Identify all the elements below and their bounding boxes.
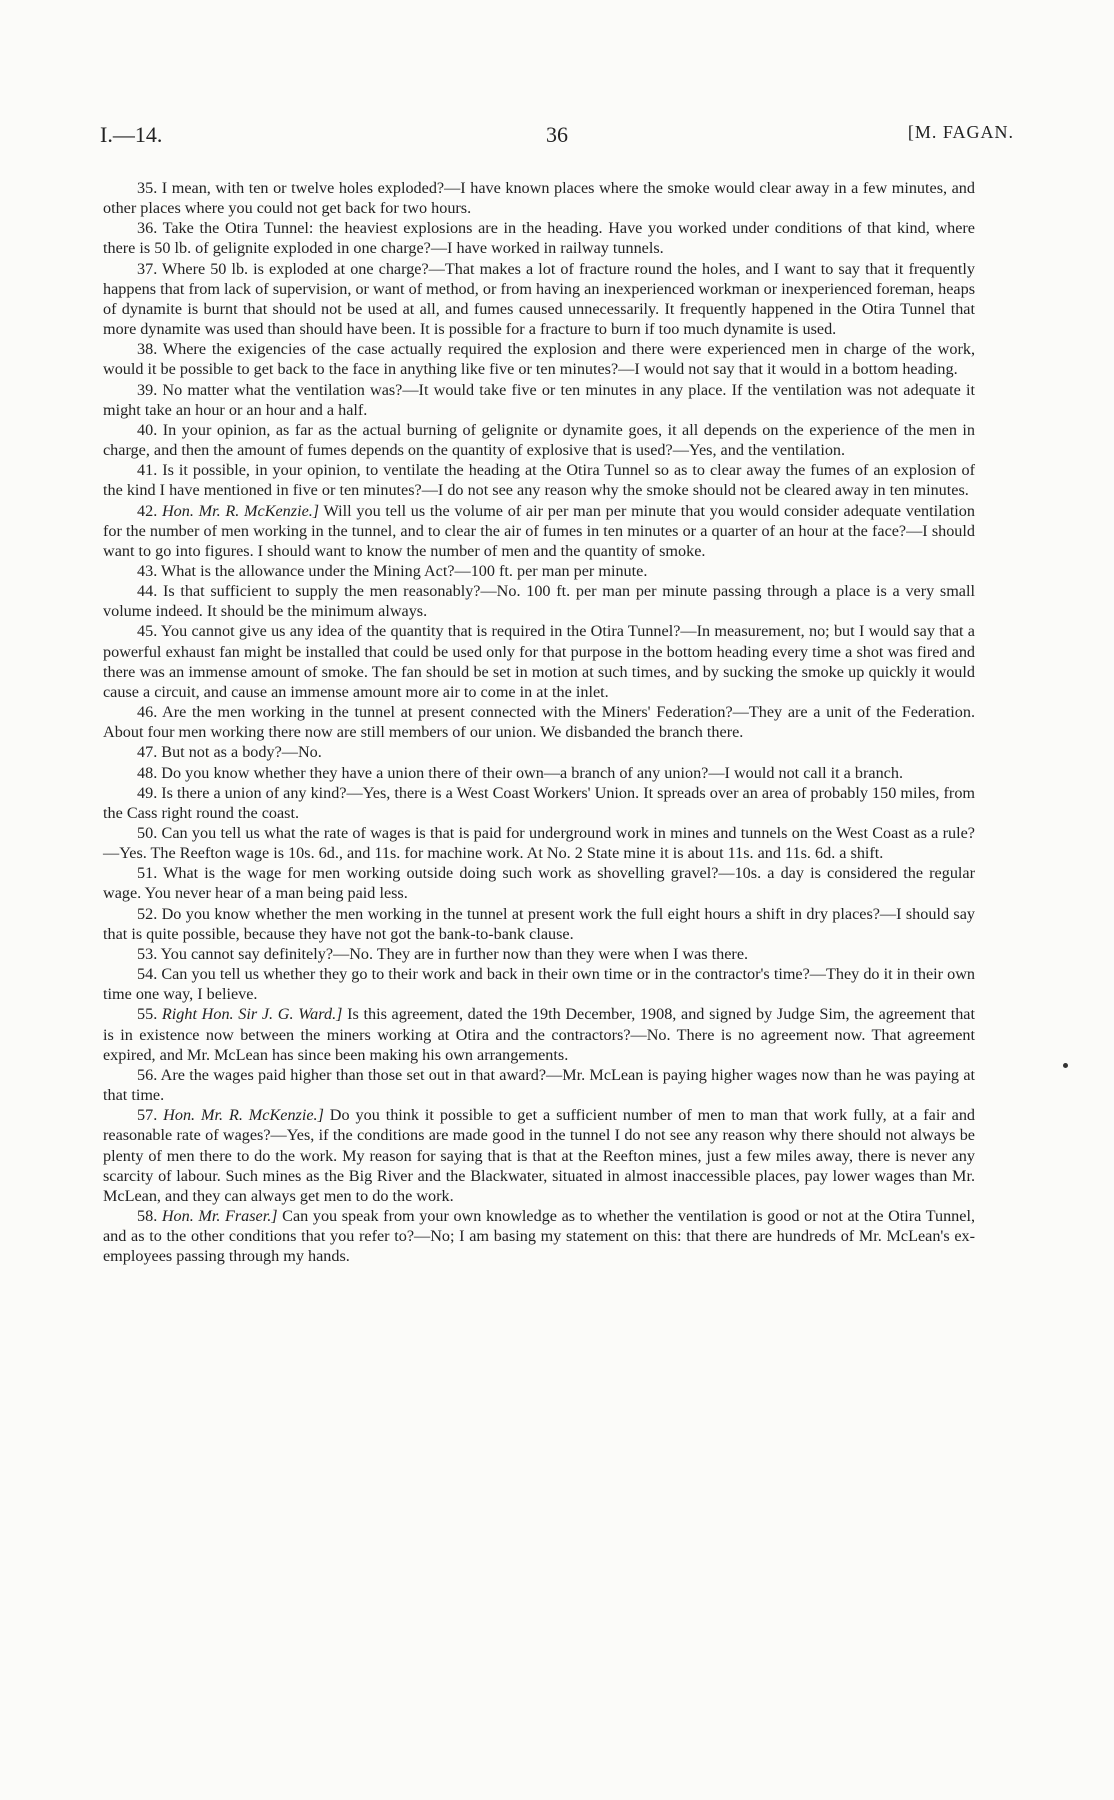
question-paragraph: 36. Take the Otira Tunnel: the heaviest explosions are in the heading. Have you worked under conditions of that kind, where there is 50 lb. of gelignite exploded in one charge?—I have worked in railway tunnels. [103,219,975,258]
question-number: 57. [137,1106,164,1125]
question-text: Will you tell us the volume of air per man per minute that you would consider adequate ventilation for the number of men working in the tunnel, and to clear the air of fumes in ten minutes or a quarter of an hour at the face?—I should want to go into figures. I should want to know the number of men and the quantity of smoke. [103,501,975,560]
question-paragraph: 40. In your opinion, as far as the actual burning of gelignite or dynamite goes, it all depends on the experience of the men in charge, and then the amount of fumes depends on the quantity of explosive that is used?—Yes, and the ventilation. [103,420,975,460]
question-paragraph: 48. Do you know whether they have a union there of their own—a branch of any union?—I would not call it a branch. [137,763,903,782]
question-paragraph: 52. Do you know whether the men working in the tunnel at present work the full eight hours a shift in dry places?—I should say that is quite possible, because they have not got the bank-to-bank clause. [103,904,975,943]
witness-name: [M. FAGAN. [907,122,1014,142]
report-reference: I.—14. [100,122,163,147]
question-paragraph: 35. I mean, with ten or twelve holes exploded?—I have known places where the smoke would clear away in a few minutes, and other places where you could not get back for two hours. [103,179,975,218]
question-paragraph: 51. What is the wage for men working outside doing such work as shovelling gravel?—10s. a day is considered the regular wage. You never hear of a man being paid less. [103,864,975,903]
question-paragraph [103,1206,975,1266]
question-paragraph: 41. Is it possible, in your opinion, to ventilate the heading at the Otira Tunnel so as to clear away the fumes of an explosion of the kind I have mentioned in five or ten minutes?—I do not see any reason why the smoke should not be cleared away in ten minutes. [103,461,975,500]
speaker-name: Hon. Mr. R. McKenzie.] [163,1106,324,1125]
question-paragraph: 49. Is there a union of any kind?—Yes, there is a West Coast Workers' Union. It spreads over an area of probably 150 miles, from the Cass right round the coast. [103,783,975,822]
question-paragraph: 37. Where 50 lb. is exploded at one charge?—That makes a lot of fracture round the holes, and I want to say that it frequently happens that from lack of supervision, or want of method, or from having an inexperienced workman or inexperienced foreman, heaps of dynamite is burnt that should not be used at all, and fumes caused unnecessarily. It frequently happened in the Otira Tunnel that more dynamite was used than should have been. It is possible for a fracture to burn if too much dynamite is used. [103,259,975,339]
question-text: Is this agreement, dated the 19th December, 1908, and signed by Judge Sim, the agreement that is in existence now between the miners working at Otira and the contractors?—No. There is no agreement now. That agreement expired, and Mr. McLean has since been making his own arrangements. [103,1005,975,1064]
question-paragraph: 45. You cannot give us any idea of the quantity that is required in the Otira Tunnel?—In measurement, no; but I would say that a powerful exhaust fan might be installed that could be used only for that purpose in the bottom heading every time a shot was fired and there was an immense amount of smoke. The fan should be set in motion at such times, and by sucking the smoke up quickly it would cause a circuit, and cause an immense amount more air to come in at the inlet. [103,622,975,701]
speaker-name: Hon. Mr. R. McKenzie.] [161,501,320,520]
question-paragraph: 47. But not as a body?—No. [137,743,322,762]
speaker-name: Hon. Mr. Fraser.] [161,1206,278,1225]
question-paragraph: 54. Can you tell us whether they go to their work and back in their own time or in the contractor's time?—They do it in their own time one way, I believe. [103,965,975,1004]
question-paragraph: 53. You cannot say definitely?—No. They are in further now than they were when I was there. [137,944,749,963]
testimony-body [103,178,975,1266]
question-paragraph: 39. No matter what the ventilation was?—It would take five or ten minutes in any place. If the ventilation was not adequate it might take an hour or an hour and a half. [103,380,975,419]
page-number: 36 [546,122,568,147]
page-header [100,122,1014,156]
question-paragraph: 44. Is that sufficient to supply the men reasonably?—No. 100 ft. per man per minute passing through a place is a very small volume indeed. It should be the minimum always. [103,582,975,621]
speaker-name: Right Hon. Sir J. G. Ward.] [161,1005,343,1024]
question-paragraph: 50. Can you tell us what the rate of wages is that is paid for underground work in mines and tunnels on the West Coast as a rule?—Yes. The Reefton wage is 10s. 6d., and 11s. for machine work. At No. 2 State mine it is about 11s. and 11s. 6d. a shift. [103,824,975,863]
question-paragraph: 43. What is the allowance under the Mining Act?—100 ft. per man per minute. [137,561,648,580]
question-text: Do you think it possible to get a sufficient number of men to man that work fully, at a fair and reasonable rate of wages?—Yes, if the conditions are made good in the tunnel I do not see any reason why there should not always be plenty of men there to do the work. My reason for saying that is that at the Reefton mines, just a few miles away, there is never any scarcity of labour. Such mines as the Big River and the Blackwater, situated in almost inaccessible places, pay lower wages than Mr. McLean, and they can always get men to do the work. [103,1106,976,1205]
margin-mark [1063,1063,1068,1068]
question-number: 42. [137,501,162,520]
question-paragraph: 56. Are the wages paid higher than those set out in that award?—Mr. McLean is paying higher wages now than he was paying at that time. [103,1065,975,1105]
question-text: Can you speak from your own knowledge as to whether the ventilation is good or not at the Otira Tunnel, and as to the other conditions that you refer to?—No; I am basing my statement on this: that there are hundreds of Mr. McLean's ex-employees passing through my hands. [103,1206,975,1266]
question-paragraph [103,1105,975,1206]
question-paragraph [103,501,975,561]
question-paragraph: 46. Are the men working in the tunnel at present connected with the Miners' Federation?—They are a unit of the Federation. About four men working there now are still members of our union. We disbanded the branch there. [103,703,975,742]
question-paragraph [103,1004,975,1064]
question-number: 55. [137,1005,162,1024]
question-paragraph: 38. Where the exigencies of the case actually required the explosion and there were experienced men in charge of the work, would it be possible to get back to the face in anything like five or ten minutes?—I would not say that it would in a bottom heading. [103,340,975,379]
question-number: 58. [137,1206,162,1225]
